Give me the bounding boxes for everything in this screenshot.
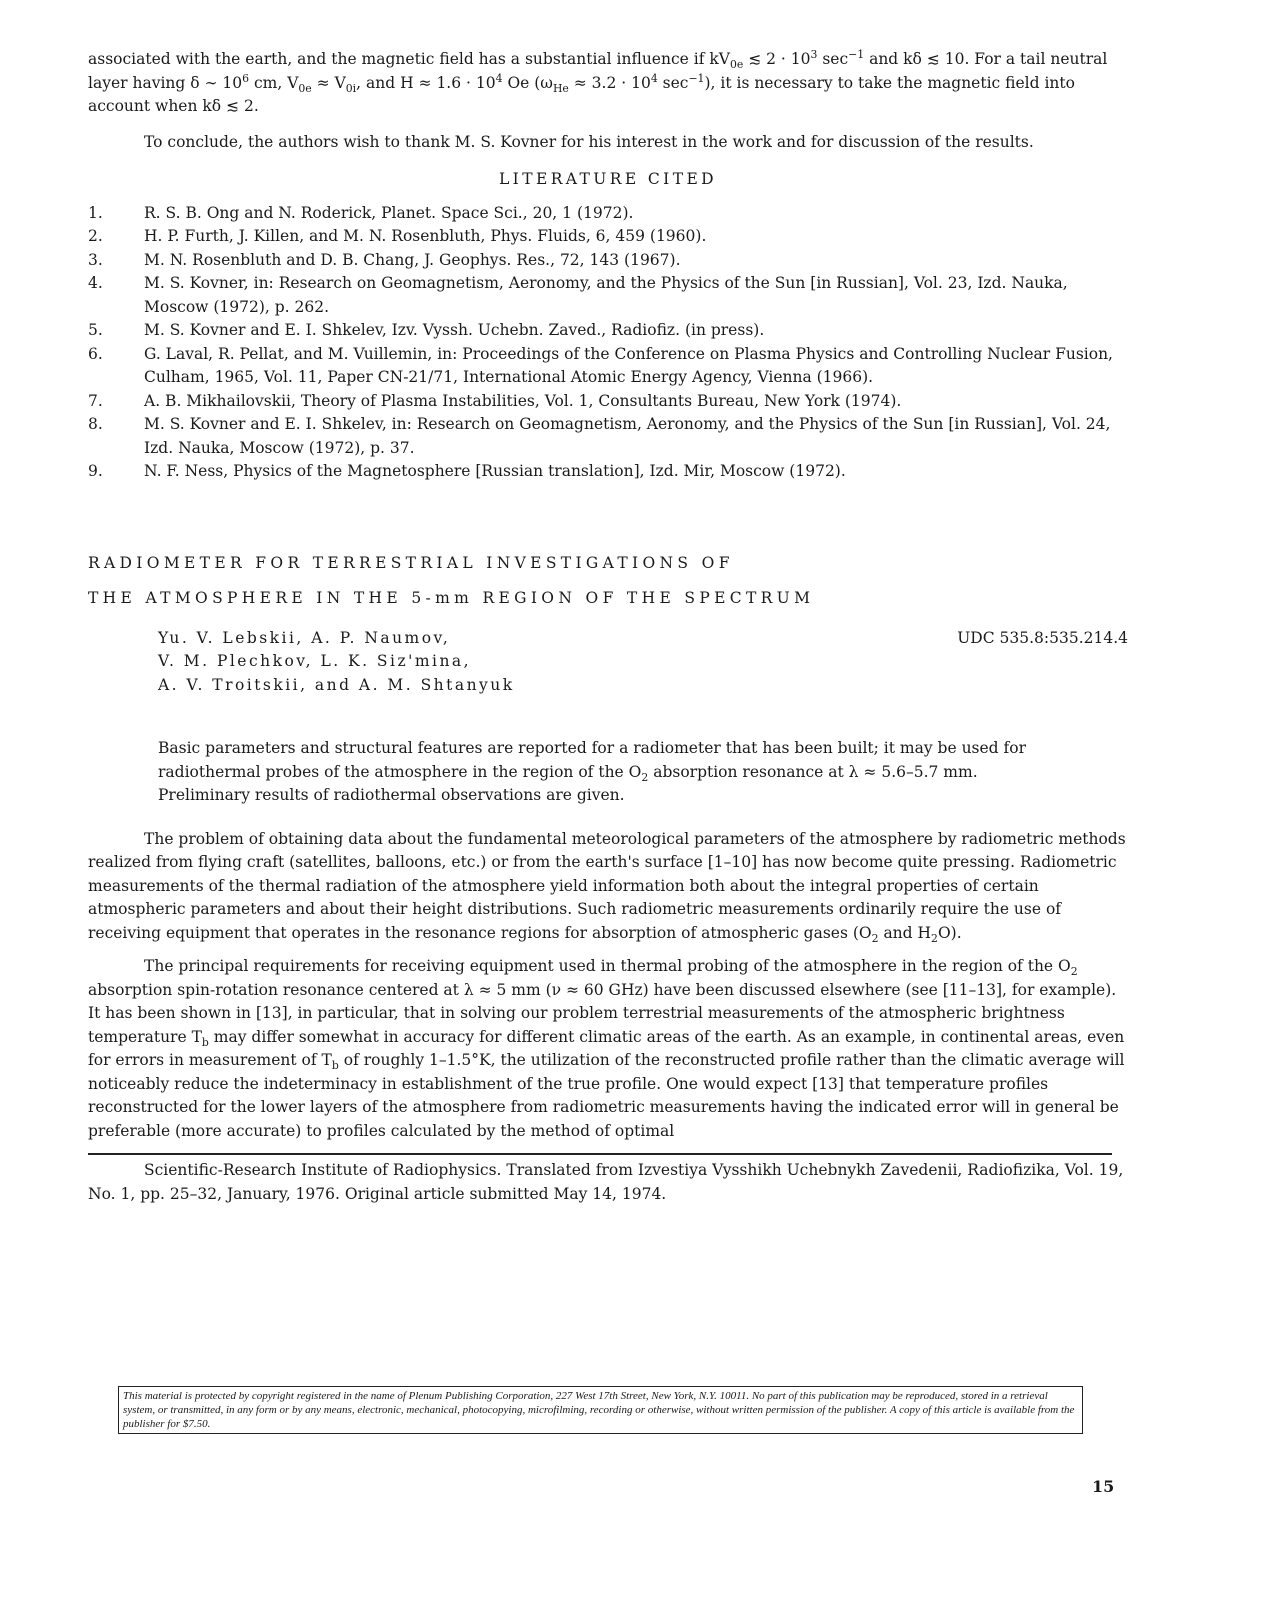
reference-text: G. Laval, R. Pellat, and M. Vuillemin, in: Proceedings of the Conference on Plasma Physics and Controlling Nuclear Fusion, Culham, 1965, Vol. 11, Paper CN-21/71, International Atomic Energy Agency, Vienna (1966). (144, 344, 1113, 386)
page-number: 15 (1092, 1477, 1115, 1496)
page-content (88, 48, 1128, 1206)
reference-number: 4. (88, 274, 103, 292)
authors-line-3: A. V. Troitskii, and A. M. Shtanyuk (158, 675, 515, 694)
body-paragraph-2: The principal requirements for receiving equipment used in thermal probing of the atmosphere in the region of the $O_2$ absorption spin-rotation resonance centered at λ ≈ 5 mm (ν ≈ 60 GHz) have been discussed elsewhere (see [11–13], for example). It has been shown in [13], in particular, that in solving our problem terrestrial measurements of the atmospheric brightness temperature $T_b$ may differ somewhat in accuracy for different climatic areas of the earth. As an example, in continental areas, even for errors in measurement of $T_b$ of roughly 1–1.5°K, the utilization of the reconstructed profile rather than the climatic average will noticeably reduce the indeterminacy in establishment of the true profile. One would expect [13] that temperature profiles reconstructed for the lower layers of the atmosphere from radiometric measurements having the indicated error will in general be preferable (more accurate) to profiles calculated by the method of optimal (88, 957, 1125, 1140)
article-title-line-2: THE ATMOSPHERE IN THE 5-mm REGION OF THE SPECTRUM (88, 589, 815, 607)
copyright-notice: This material is protected by copyright registered in the name of Plenum Publishing Corporation, 227 West 17th Street, New York, N.Y. 10011. No part of this publication may be reproduced, stored in a retrieval system, or transmitted, in any form or by any means, electronic, mechanical, photocopying, microfilming, recording or otherwise, without written permission of the publisher. A copy of this article is available from the publisher for $7.50. (118, 1386, 1083, 1434)
reference-text: M. S. Kovner, in: Research on Geomagnetism, Aeronomy, and the Physics of the Sun [in Russian], Vol. 23, Izd. Nauka, Moscow (1972), p. 262. (144, 274, 1068, 316)
reference-item (88, 460, 1128, 484)
reference-text: M. S. Kovner and E. I. Shkelev, in: Research on Geomagnetism, Aeronomy, and the Physics of the Sun [in Russian], Vol. 24, Izd. Nauka, Moscow (1972), p. 37. (144, 415, 1111, 457)
reference-number: 5. (88, 321, 103, 339)
body-paragraph-1: The problem of obtaining data about the fundamental meteorological parameters of the atmosphere by radiometric methods realized from flying craft (satellites, balloons, etc.) or from the earth's surface [1–10] has now become quite pressing. Radiometric measurements of the thermal radiation of the atmosphere yield information both about the integral properties of certain atmospheric parameters and about their height distributions. Such radiometric measurements ordinarily require the use of receiving equipment that operates in the resonance regions for absorption of atmospheric gases ($O_2$ and $H_2O$). (88, 829, 1126, 945)
reference-item (88, 202, 1128, 226)
reference-number: 7. (88, 391, 103, 410)
reference-item (88, 249, 1128, 273)
reference-number: 2. (88, 227, 103, 245)
reference-item (88, 390, 1128, 414)
affiliation-footnote: Scientific-Research Institute of Radiophysics. Translated from Izvestiya Vysshikh Uchebnykh Zavedenii, Radiofizika, Vol. 19, No. 1, pp. 25–32, January, 1976. Original article submitted May 14, 1974. (88, 1161, 1124, 1203)
reference-text: R. S. B. Ong and N. Roderick, Planet. Space Sci., 20, 1 (1972). (144, 203, 634, 222)
authors-block (158, 627, 1128, 698)
reference-number: 8. (88, 415, 103, 433)
reference-item (88, 225, 1128, 249)
authors-line-2: V. M. Plechkov, L. K. Siz'mina, (158, 652, 472, 670)
reference-text: M. N. Rosenbluth and D. B. Chang, J. Geophys. Res., 72, 143 (1967). (144, 250, 681, 269)
acknowledgment-paragraph: To conclude, the authors wish to thank M. S. Kovner for his interest in the work and for discussion of the results. (144, 132, 1034, 151)
reference-item (88, 272, 1128, 319)
reference-number: 6. (88, 344, 103, 363)
udc-code: UDC 535.8:535.214.4 (957, 628, 1128, 647)
reference-text: H. P. Furth, J. Killen, and M. N. Rosenbluth, Phys. Fluids, 6, 459 (1960). (144, 227, 707, 245)
author-list (158, 627, 515, 698)
footnote-divider (88, 1153, 1112, 1155)
reference-number: 9. (88, 462, 103, 480)
reference-text: A. B. Mikhailovskii, Theory of Plasma Instabilities, Vol. 1, Consultants Bureau, New York (1974). (144, 391, 902, 410)
reference-item (88, 343, 1128, 390)
continued-paragraph: associated with the earth, and the magnetic field has a substantial influence if $kV_{0e}$ ≲ $2 \cdot 10^3$ $\sec^{-1}$ and kδ ≲ 10. For a tail neutral layer having δ ∼ $10^6$ cm, $V_{0e} \approx V_{0i}$, and $H \approx 1.6 \cdot 10^4$ Oe ($\omega_{He} \approx 3.2 \cdot 10^4$ $\sec^{-1}$), it is necessary to take the magnetic field into account when kδ ≲ 2. (88, 47, 1108, 115)
abstract: Basic parameters and structural features are reported for a radiometer that has been built; it may be used for radiothermal probes of the atmosphere in the region of the $O_2$ absorption resonance at λ ≈ 5.6–5.7 mm. Preliminary results of radiothermal observations are given. (158, 739, 1026, 804)
authors-line-1: Yu. V. Lebskii, A. P. Naumov, (158, 628, 451, 647)
reference-text: N. F. Ness, Physics of the Magnetosphere [Russian translation], Izd. Mir, Moscow (1972). (144, 462, 846, 480)
reference-item (88, 319, 1128, 343)
reference-item (88, 413, 1128, 460)
article-title-line-1: RADIOMETER FOR TERRESTRIAL INVESTIGATIONS OF (88, 553, 734, 572)
reference-text: M. S. Kovner and E. I. Shkelev, Izv. Vyssh. Uchebn. Zaved., Radiofiz. (in press). (144, 321, 765, 339)
reference-number: 3. (88, 250, 103, 269)
literature-heading: LITERATURE CITED (498, 170, 718, 188)
reference-list (88, 202, 1128, 484)
reference-number: 1. (88, 203, 103, 222)
